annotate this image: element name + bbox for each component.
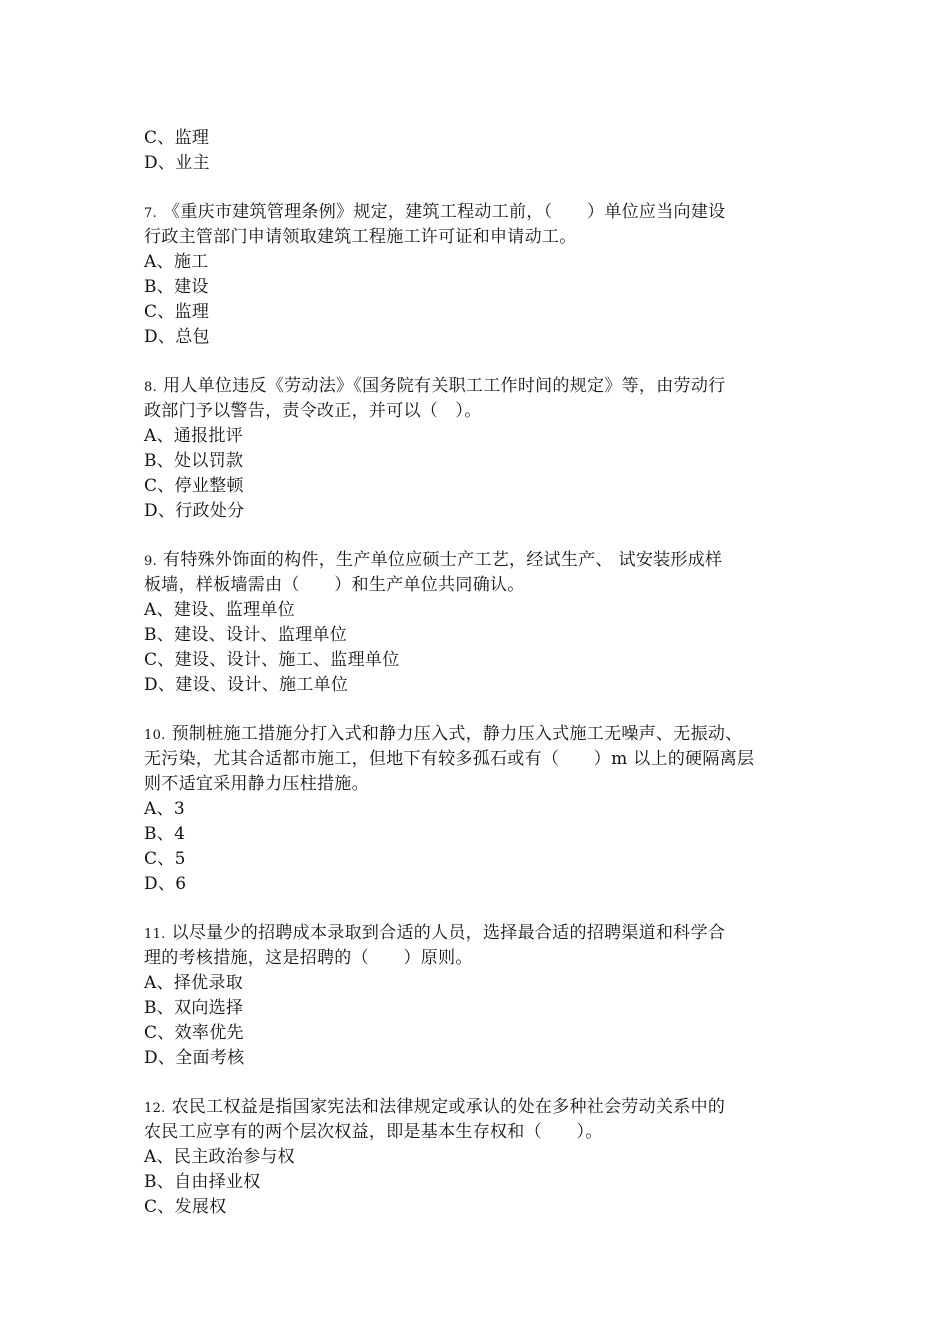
question-stem-line: 8. 用人单位违反《劳动法》《国务院有关职工工作时间的规定》等，由劳动行 — [144, 376, 726, 396]
question-7 — [144, 200, 814, 350]
option-line: C、建设、设计、施工、监理单位 — [144, 650, 400, 670]
question-stem-line: 板墙，样板墙需由（ ）和生产单位共同确认。 — [144, 575, 525, 595]
option-line: C、停业整顿 — [144, 476, 244, 496]
option-line: A、施工 — [144, 252, 209, 272]
question-stem-line: 行政主管部门申请领取建筑工程施工许可证和申请动工。 — [144, 227, 577, 247]
option-line: B、双向选择 — [144, 998, 244, 1018]
question-number: 9. — [144, 554, 158, 569]
option-line: B、4 — [144, 824, 186, 844]
question-stem-line: 11. 以尽量少的招聘成本录取到合适的人员，选择最合适的招聘渠道和科学合 — [144, 923, 726, 943]
question-number: 12. — [144, 1101, 166, 1116]
question-stem-line: 无污染，尤其合适都市施工，但地下有较多孤石或有（ ）m 以上的硬隔离层 — [144, 749, 755, 769]
document-page — [144, 126, 814, 1220]
question-stem-line: 7. 《重庆市建筑管理条例》规定，建筑工程动工前，（ ）单位应当向建设 — [144, 202, 726, 222]
question-number: 8. — [144, 380, 158, 395]
question-stem-line: 10. 预制桩施工措施分打入式和静力压入式，静力压入式施工无噪声、无振动、 — [144, 724, 743, 744]
question-stem-line: 政部门予以警告，责令改正，并可以（ ）。 — [144, 401, 482, 421]
option-line: D、业主 — [144, 153, 210, 173]
option-line: C、效率优先 — [144, 1023, 244, 1043]
option-line: C、监理 — [144, 128, 210, 148]
carryover-options — [144, 126, 814, 176]
option-line: C、发展权 — [144, 1197, 227, 1217]
option-line: A、通报批评 — [144, 426, 244, 446]
question-number: 11. — [144, 927, 166, 942]
option-line: C、5 — [144, 849, 186, 869]
option-line: B、建设、设计、监理单位 — [144, 625, 348, 645]
option-line: D、总包 — [144, 327, 210, 347]
option-line: A、择优录取 — [144, 973, 244, 993]
option-line: A、3 — [144, 799, 185, 819]
option-line: A、民主政治参与权 — [144, 1147, 295, 1167]
question-9 — [144, 548, 814, 698]
question-12 — [144, 1095, 814, 1220]
option-line: A、建设、监理单位 — [144, 600, 295, 620]
option-line: B、处以罚款 — [144, 451, 244, 471]
question-stem-line: 9. 有特殊外饰面的构件，生产单位应硕士产工艺，经试生产、 试安装形成样 — [144, 550, 723, 570]
question-number: 10. — [144, 728, 166, 743]
option-line: D、6 — [144, 874, 187, 894]
option-line: D、行政处分 — [144, 501, 245, 521]
option-line: D、全面考核 — [144, 1048, 245, 1068]
question-stem-line: 理的考核措施，这是招聘的（ ）原则。 — [144, 948, 473, 968]
option-line: B、建设 — [144, 277, 209, 297]
question-stem-line: 农民工应享有的两个层次权益，即是基本生存权和（ ）。 — [144, 1122, 603, 1142]
question-10 — [144, 722, 814, 897]
question-stem-line: 则不适宜采用静力压柱措施。 — [144, 774, 369, 794]
option-line: C、监理 — [144, 302, 210, 322]
question-number: 7. — [144, 206, 158, 221]
question-8 — [144, 374, 814, 524]
option-line: B、自由择业权 — [144, 1172, 261, 1192]
option-line: D、建设、设计、施工单位 — [144, 675, 349, 695]
question-stem-line: 12. 农民工权益是指国家宪法和法律规定或承认的处在多种社会劳动关系中的 — [144, 1097, 726, 1117]
question-11 — [144, 921, 814, 1071]
